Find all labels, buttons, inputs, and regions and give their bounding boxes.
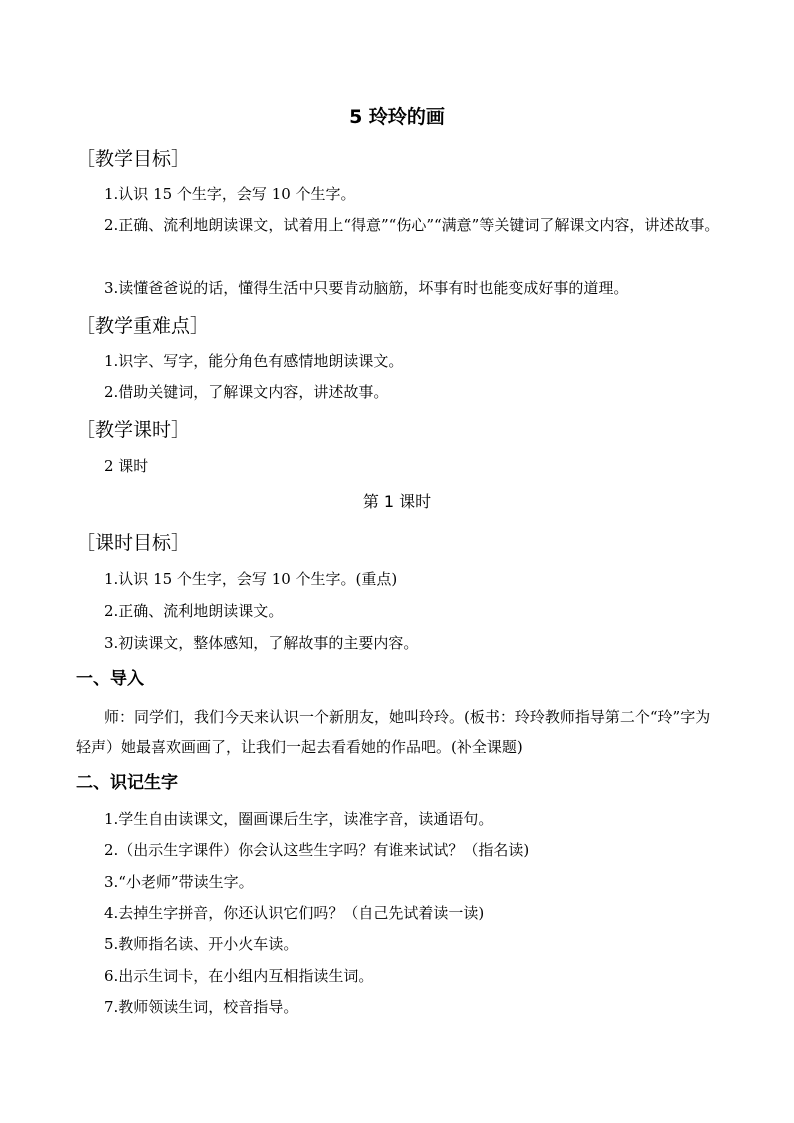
intro-heading: 一、导入 [76,669,144,689]
characters-step-6: 6.出示生词卡，在小组内互相指读生词。 [104,967,374,985]
characters-step-4: 4.去掉生字拼音，你还认识它们吗？（自己先试着读一读) [104,904,485,922]
key-points-heading: ［教学重难点］ [76,315,210,337]
lesson-goals-heading: ［课时目标］ [76,532,191,554]
intro-paragraph: 师：同学们，我们今天来认识一个新朋友，她叫玲玲。(板书：玲玲教师指导第二个“玲”字为轻声）她最喜欢画画了，让我们一起去看看她的作品吧。(补全课题) [76,708,711,756]
lesson-title: 5 玲玲的画 [349,106,445,128]
characters-step-1: 1.学生自由读课文，圈画课后生字，读准字音，读通语句。 [104,810,494,828]
lesson-goal-1: 1.认识 15 个生字，会写 10 个生字。(重点) [104,570,398,588]
characters-step-2: 2.（出示生字课件）你会认这些生字吗？有谁来试试？（指名读) [104,841,530,859]
key-point-1: 1.识字、写字，能分角色有感情地朗读课文。 [104,352,404,370]
teaching-goals-heading: ［教学目标］ [76,148,191,170]
lesson-goal-2: 2.正确、流利地朗读课文。 [104,602,284,620]
teaching-hours-heading: ［教学课时］ [76,419,191,441]
teaching-goal-2: 2.正确、流利地朗读课文，试着用上“得意”“伤心”“满意”等关键词了解课文内容，讲述故事。 [104,216,720,234]
characters-heading: 二、识记生字 [76,773,178,793]
characters-step-7: 7.教师领读生词，校音指导。 [104,998,299,1016]
lesson-goal-3: 3.初读课文，整体感知，了解故事的主要内容。 [104,634,419,652]
teaching-goal-3: 3.读懂爸爸说的话，懂得生活中只要肯动脑筋，坏事有时也能变成好事的道理。 [104,279,629,297]
key-point-2: 2.借助关键词，了解课文内容，讲述故事。 [104,383,389,401]
characters-step-3: 3.“小老师”带读生字。 [104,873,254,891]
teaching-hours-text: 2 课时 [104,457,149,475]
lesson-1-title: 第 1 课时 [362,492,432,511]
teaching-goal-1: 1.认识 15 个生字，会写 10 个生字。 [104,185,356,203]
characters-step-5: 5.教师指名读、开小火车读。 [104,935,299,953]
